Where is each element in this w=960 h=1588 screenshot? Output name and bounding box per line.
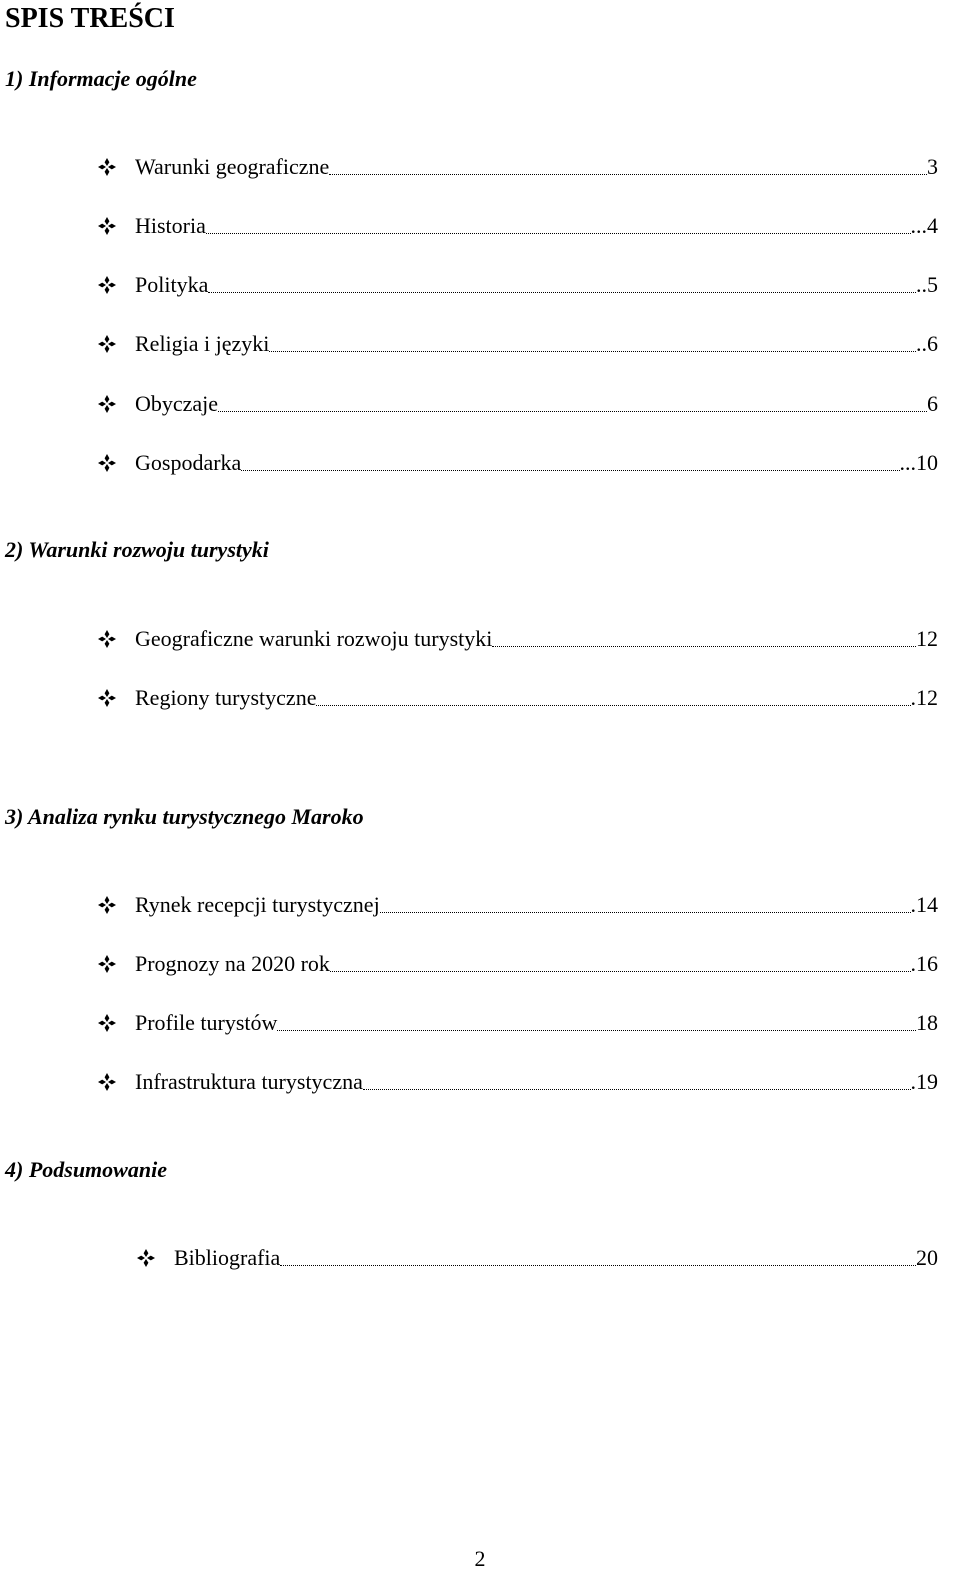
toc-entry-label: Regiony turystyczne [135, 685, 317, 710]
toc-entry-religia-i-jezyki[interactable] [98, 329, 938, 359]
dot-leader [206, 233, 911, 234]
diamond-bullet-icon [98, 1073, 116, 1091]
toc-entry-label: Bibliografia [174, 1245, 281, 1270]
diamond-bullet-icon [137, 1249, 155, 1267]
section-heading-analiza-rynku: 3) Analiza rynku turystycznego Maroko [5, 804, 364, 829]
toc-entry-page: .14 [910, 892, 938, 917]
section-heading-podsumowanie: 4) Podsumowanie [5, 1157, 167, 1182]
toc-entry-page: ..6 [916, 331, 938, 356]
toc-entry-label: Infrastruktura turystyczna [135, 1069, 363, 1094]
toc-entry-page: ...4 [910, 213, 938, 238]
dot-leader [218, 411, 927, 412]
toc-entry-gospodarka[interactable] [98, 448, 938, 478]
toc-entry-label: Profile turystów [135, 1010, 278, 1035]
toc-entry-rynek-recepcji[interactable] [98, 890, 938, 920]
toc-entry-label: Religia i języki [135, 331, 270, 356]
toc-entry-page: ...10 [899, 450, 938, 475]
page-number: 2 [474, 1546, 486, 1571]
diamond-bullet-icon [98, 896, 116, 914]
dot-leader [277, 1030, 916, 1031]
toc-entry-label: Prognozy na 2020 rok [135, 951, 330, 976]
toc-entry-label: Warunki geograficzne [135, 154, 330, 179]
diamond-bullet-icon [98, 395, 116, 413]
toc-entry-label: Historia [135, 213, 206, 238]
toc-entry-page: 20 [916, 1245, 938, 1270]
toc-entry-page: 18 [916, 1010, 938, 1035]
toc-entry-label: Rynek recepcji turystycznej [135, 892, 380, 917]
toc-entry-page: 6 [927, 391, 938, 416]
dot-leader [316, 705, 910, 706]
dot-leader [241, 470, 899, 471]
toc-entry-historia[interactable] [98, 211, 938, 241]
diamond-bullet-icon [98, 335, 116, 353]
diamond-bullet-icon [98, 630, 116, 648]
toc-entry-infrastruktura[interactable] [98, 1067, 938, 1097]
dot-leader [280, 1265, 916, 1266]
toc-entry-page: 3 [927, 154, 938, 179]
dot-leader [363, 1089, 911, 1090]
toc-entry-warunki-geograficzne[interactable] [98, 152, 938, 182]
toc-entry-page: .19 [910, 1069, 938, 1094]
diamond-bullet-icon [98, 158, 116, 176]
section-heading-warunki-rozwoju-turystyki: 2) Warunki rozwoju turystyki [5, 537, 269, 562]
diamond-bullet-icon [98, 689, 116, 707]
toc-entry-polityka[interactable] [98, 270, 938, 300]
toc-entry-page: 12 [916, 626, 938, 651]
dot-leader [330, 971, 911, 972]
toc-entry-page: .16 [910, 951, 938, 976]
toc-entry-label: Obyczaje [135, 391, 219, 416]
dot-leader [269, 351, 916, 352]
diamond-bullet-icon [98, 454, 116, 472]
toc-entry-label: Geograficzne warunki rozwoju turystyki [135, 626, 493, 651]
toc-entry-obyczaje[interactable] [98, 389, 938, 419]
toc-entry-prognozy[interactable] [98, 949, 938, 979]
toc-entry-page: .12 [910, 685, 938, 710]
dot-leader [208, 292, 916, 293]
toc-entry-label: Gospodarka [135, 450, 242, 475]
toc-entry-profile-turystow[interactable] [98, 1008, 938, 1038]
dot-leader [492, 646, 916, 647]
diamond-bullet-icon [98, 1014, 116, 1032]
diamond-bullet-icon [98, 276, 116, 294]
dot-leader [380, 912, 911, 913]
diamond-bullet-icon [98, 217, 116, 235]
toc-entry-page: ..5 [916, 272, 938, 297]
toc-entry-bibliografia[interactable] [137, 1243, 938, 1273]
toc-entry-label: Polityka [135, 272, 209, 297]
toc-entry-geograficzne-warunki[interactable] [98, 624, 938, 654]
section-heading-informacje-ogolne: 1) Informacje ogólne [5, 66, 197, 91]
toc-entry-regiony-turystyczne[interactable] [98, 683, 938, 713]
diamond-bullet-icon [98, 955, 116, 973]
dot-leader [329, 174, 927, 175]
toc-title: SPIS TREŚCI [5, 3, 175, 34]
